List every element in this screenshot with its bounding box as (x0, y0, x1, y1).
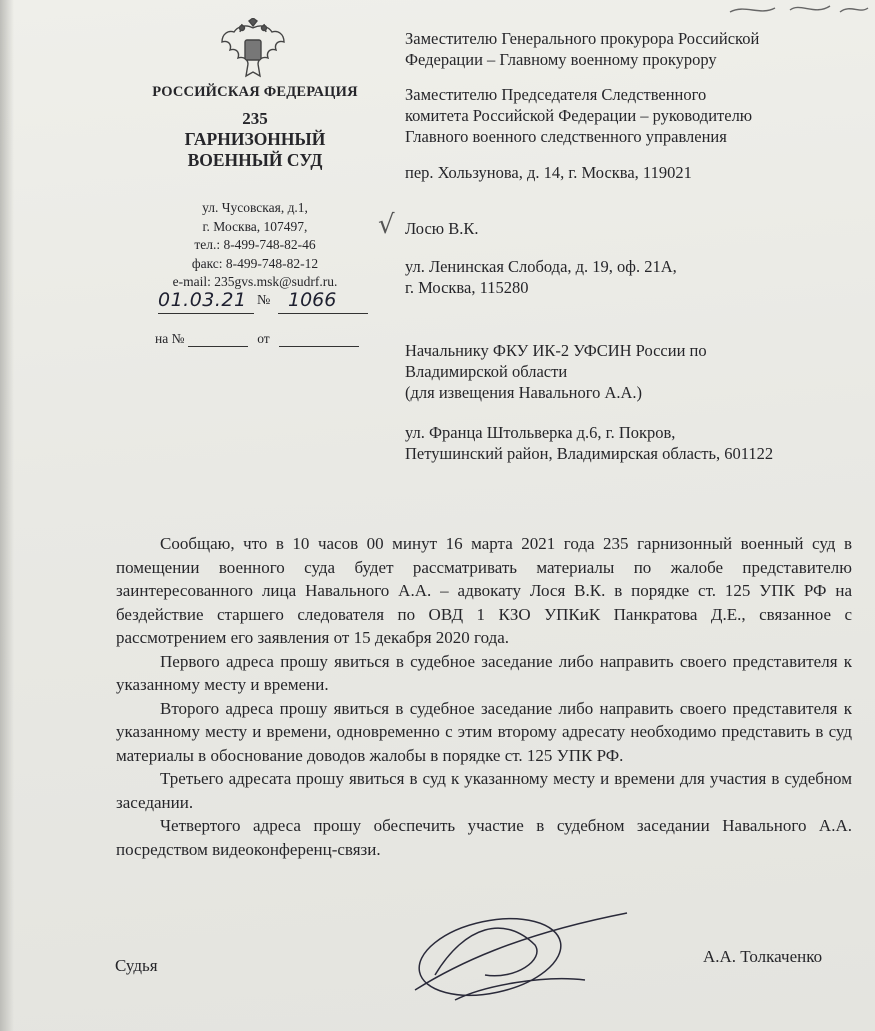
signer-title: Судья (115, 956, 158, 975)
recipient-line: г. Москва, 115280 (405, 278, 529, 297)
page-edge-shadow (0, 0, 14, 1031)
recipient-line: Заместителю Генерального прокурора Российской (405, 29, 760, 48)
recipient-line: ул. Ленинская Слобода, д. 19, оф. 21А, (405, 257, 677, 276)
body-paragraph: Сообщаю, что в 10 часов 00 минут 16 марта 2021 года 235 гарнизонный военный суд в помещении военного суда будет рассматривать материалы по жалобе представителю заинтересованного лица Навального А.А. – адвокату Лося В.К. в порядке ст. 125 УПК РФ на бездействие старшего следователя по ОВД 1 КЗО УПКиК Панкратова Д.Е., связанное с рассмотрением его заявления от 15 декабря 2020 года. (116, 534, 852, 647)
recipient-prosecutor (405, 28, 759, 70)
number-label: № (257, 293, 271, 308)
recipient-lawyer (405, 218, 478, 239)
recipient-penal-colony (405, 340, 707, 403)
reference-from-label: от (257, 331, 270, 346)
court-name-line1: ГАРНИЗОННЫЙ (184, 129, 326, 149)
recipient-line: пер. Хользунова, д. 14, г. Москва, 119021 (405, 163, 692, 182)
recipient-address-2 (405, 256, 677, 298)
outgoing-date: 01.03.21 (158, 289, 254, 314)
contact-fax: факс: 8-499-748-82-12 (191, 255, 319, 271)
recipient-line: Лосю В.К. (405, 219, 479, 238)
contact-street: ул. Чусовская, д.1, (202, 200, 308, 215)
contact-email: e-mail: 235gvs.msk@sudrf.ru. (172, 274, 338, 289)
recipient-investigative-committee (405, 84, 752, 147)
court-contacts (130, 199, 380, 292)
recipient-line: Петушинский район, Владимирская область, 601122 (405, 444, 774, 463)
corner-handwriting-mark (720, 0, 870, 20)
court-number: 235 (242, 109, 268, 128)
court-name-line2: ВОЕННЫЙ СУД (187, 150, 323, 170)
recipient-address-1 (405, 162, 692, 183)
signer-name: А.А. Толкаченко (703, 947, 823, 966)
recipient-line: ул. Франца Штольверка д.6, г. Покров, (405, 423, 676, 442)
country-name: РОССИЙСКАЯ ФЕДЕРАЦИЯ (152, 84, 358, 100)
recipient-line: Федерации – Главному военному прокурору (405, 50, 717, 69)
reference-from-blank (279, 334, 359, 347)
contact-city: г. Москва, 107497, (202, 218, 308, 234)
body-paragraph: Первого адреса прошу явиться в судебное заседание либо направить своего представителя к указанному месту и времени. (116, 651, 852, 694)
contact-phone: тел.: 8-499-748-82-46 (194, 237, 316, 252)
body-paragraph: Третьего адресата прошу явиться в суд к указанному месту и времени для участия в судебном заседании. (116, 769, 852, 812)
reference-no-blank (188, 334, 248, 347)
recipient-line: Заместителю Председателя Следственного (405, 85, 707, 104)
coat-of-arms-icon (218, 18, 288, 80)
checkmark-icon: √ (378, 210, 395, 240)
recipient-line: Владимирской области (405, 362, 568, 381)
recipient-line: (для извещения Навального А.А.) (405, 383, 643, 402)
reference-no-label: на № (155, 331, 185, 346)
court-letterhead (130, 18, 380, 292)
recipient-line: Главного военного следственного управления (405, 127, 727, 146)
outgoing-number: 1066 (278, 289, 368, 314)
body-paragraph: Четвертого адреса прошу обеспечить участие в судебном заседании Навального А.А. посредством видеоконференц-связи. (116, 816, 852, 859)
recipient-line: комитета Российской Федерации – руководителю (405, 106, 753, 125)
recipient-address-3 (405, 422, 773, 464)
body-paragraph: Второго адреса прошу явиться в судебное заседание либо направить своего представителя к указанному месту и времени, одновременно с этим второму адресату необходимо представить в суд материалы в обоснование доводов жалобы в порядке ст. 125 УПК РФ. (116, 698, 852, 765)
incoming-reference (155, 331, 359, 347)
outgoing-reference (158, 289, 368, 315)
recipient-line: Начальнику ФКУ ИК-2 УФСИН России по (405, 341, 707, 360)
letter-body (116, 532, 852, 861)
handwritten-signature (395, 905, 645, 1015)
